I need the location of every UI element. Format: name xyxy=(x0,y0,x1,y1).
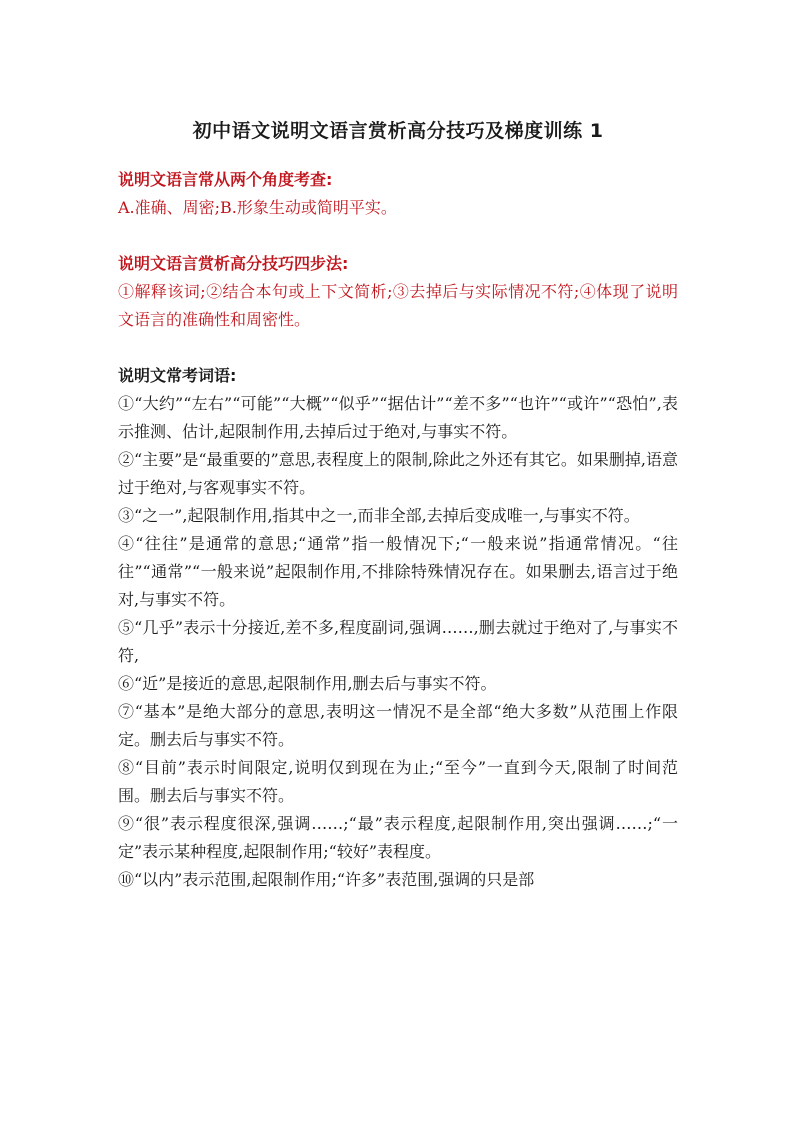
section-body-angles: A.准确、周密;B.形象生动或简明平实。 xyxy=(118,198,397,217)
term-item: ⑧“目前”表示时间限定,说明仅到现在为止;“至今”一直到今天,限制了时间范围。删去后与事实不符。 xyxy=(118,758,678,805)
term-item: ⑨“很”表示程度很深,强调……;“最”表示程度,起限制作用,突出强调……;“一定”表示某种程度,起限制作用;“较好”表程度。 xyxy=(118,814,678,861)
document-title: 初中语文说明文语言赏析高分技巧及梯度训练 1 xyxy=(192,120,604,142)
section-heading-terms: 说明文常考词语: xyxy=(118,366,237,385)
document-page xyxy=(118,118,678,894)
term-item: ⑥“近”是接近的意思,起限制作用,删去后与事实不符。 xyxy=(118,674,497,693)
term-item: ⑦“基本”是绝大部分的意思,表明这一情况不是全部“绝大多数”从范围上作限定。删去后与事实不符。 xyxy=(118,702,678,749)
term-item: ③“之一”,起限制作用,指其中之一,而非全部,去掉后变成唯一,与事实不符。 xyxy=(118,506,640,525)
term-item: ②“主要”是“最重要的”意思,表程度上的限制,除此之外还有其它。如果删掉,语意过于绝对,与客观事实不符。 xyxy=(118,450,678,497)
spacer xyxy=(118,334,678,362)
term-item: ⑩“以内”表示范围,起限制作用;“许多”表范围,强调的只是部 xyxy=(118,870,535,889)
spacer xyxy=(118,222,678,250)
section-body-steps: ①解释该词;②结合本句或上下文简析;③去掉后与实际情况不符;④体现了说明文语言的准确性和周密性。 xyxy=(118,282,678,329)
term-item: ⑤“几乎”表示十分接近,差不多,程度副词,强调……,删去就过于绝对了,与事实不符, xyxy=(118,618,678,665)
section-heading-steps: 说明文语言赏析高分技巧四步法: xyxy=(118,254,349,273)
term-item: ①“大约”“左右”“可能”“大概”“似乎”“据估计”“差不多”“也许”“或许”“恐怕”,表示推测、估计,起限制作用,去掉后过于绝对,与事实不符。 xyxy=(118,394,678,441)
section-heading-angles: 说明文语言常从两个角度考查: xyxy=(118,170,333,189)
term-item: ④“往往”是通常的意思;“通常”指一般情况下;“一般来说”指通常情况。“往往”“通常”“一般来说”起限制作用,不排除特殊情况存在。如果删去,语言过于绝对,与事实不符。 xyxy=(118,534,678,609)
